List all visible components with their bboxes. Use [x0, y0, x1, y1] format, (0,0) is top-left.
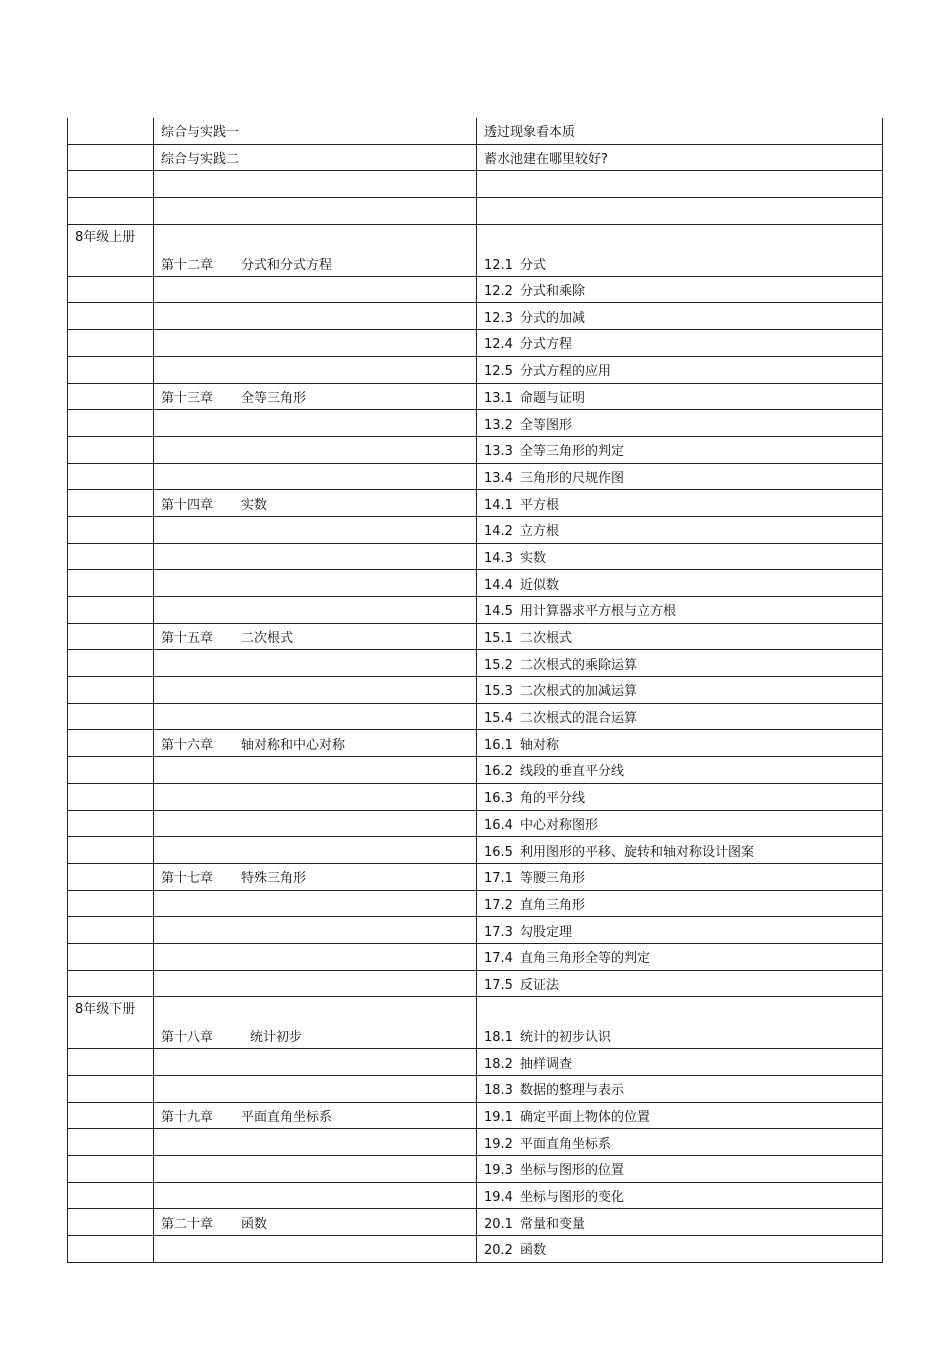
table-row — [68, 516, 883, 543]
section-number: 16.1 — [484, 737, 513, 753]
chapter-cell — [154, 1156, 477, 1183]
section-cell — [477, 144, 883, 171]
table-row — [68, 810, 883, 837]
section-cell — [477, 463, 883, 490]
chapter-cell — [154, 224, 477, 276]
chapter-cell — [154, 597, 477, 624]
section-number: 12.1 — [484, 257, 513, 273]
chapter-label: 综合与实践一 — [161, 125, 240, 141]
table-row — [68, 1129, 883, 1156]
chapter-cell — [154, 1129, 477, 1156]
chapter-cell — [154, 863, 477, 890]
section-cell — [477, 837, 883, 864]
section-title: 抽样调查 — [520, 1056, 573, 1072]
grade-cell — [68, 917, 154, 944]
section-number: 20.1 — [484, 1216, 513, 1232]
section-number: 14.2 — [484, 524, 513, 540]
grade-cell — [68, 703, 154, 730]
chapter-cell — [154, 303, 477, 330]
section-cell — [477, 623, 883, 650]
grade-cell — [68, 863, 154, 890]
table-row — [68, 543, 883, 570]
section-cell — [477, 410, 883, 437]
table-row — [68, 783, 883, 810]
section-number: 12.5 — [484, 364, 513, 380]
chapter-cell — [154, 1236, 477, 1263]
section-cell — [477, 171, 883, 198]
section-cell — [477, 330, 883, 357]
section-title: 实数 — [520, 550, 547, 566]
section-title: 平面直角坐标系 — [520, 1136, 612, 1152]
grade-label: 8年级下册 — [75, 1002, 136, 1018]
section-cell — [477, 1129, 883, 1156]
grade-cell — [68, 171, 154, 198]
section-number: 14.5 — [484, 604, 513, 620]
section-title: 线段的垂直平分线 — [520, 764, 625, 780]
table-row — [68, 677, 883, 704]
chapter-cell — [154, 703, 477, 730]
table-row — [68, 330, 883, 357]
section-cell — [477, 783, 883, 810]
chapter-title: 统计初步 — [250, 1030, 303, 1046]
chapter-number: 第十五章 — [161, 631, 214, 647]
table-row — [68, 1236, 883, 1263]
grade-cell — [68, 810, 154, 837]
chapter-title: 平面直角坐标系 — [241, 1110, 333, 1126]
table-of-contents — [67, 118, 883, 1263]
section-number: 17.1 — [484, 871, 513, 887]
chapter-number: 第十八章 — [161, 1030, 214, 1046]
section-title: 确定平面上物体的位置 — [520, 1110, 651, 1126]
table-row — [68, 118, 883, 144]
grade-cell — [68, 677, 154, 704]
table-row — [68, 623, 883, 650]
section-cell — [477, 490, 883, 517]
table-row — [68, 436, 883, 463]
chapter-title: 分式和分式方程 — [241, 257, 333, 273]
chapter-number: 第十六章 — [161, 737, 214, 753]
section-title: 直角三角形 — [520, 897, 586, 913]
grade-cell — [68, 1156, 154, 1183]
table-row — [68, 303, 883, 330]
section-cell — [477, 198, 883, 225]
section-number: 18.1 — [484, 1030, 513, 1046]
section-number: 16.2 — [484, 764, 513, 780]
section-title: 直角三角形全等的判定 — [520, 951, 651, 967]
section-cell — [477, 1102, 883, 1129]
grade-cell — [68, 783, 154, 810]
chapter-cell — [154, 1209, 477, 1236]
section-number: 15.2 — [484, 657, 513, 673]
chapter-title: 二次根式 — [241, 631, 294, 647]
section-cell — [477, 597, 883, 624]
table-row — [68, 383, 883, 410]
chapter-number: 第二十章 — [161, 1216, 214, 1232]
grade-cell — [68, 516, 154, 543]
section-title: 分式和乘除 — [520, 284, 586, 300]
table-row — [68, 1182, 883, 1209]
section-cell — [477, 543, 883, 570]
section-cell — [477, 943, 883, 970]
section-cell — [477, 970, 883, 997]
section-number: 13.3 — [484, 444, 513, 460]
section-title: 常量和变量 — [520, 1216, 586, 1232]
grade-cell — [68, 543, 154, 570]
table-row — [68, 410, 883, 437]
grade-cell — [68, 276, 154, 303]
chapter-cell — [154, 198, 477, 225]
grade-cell — [68, 1076, 154, 1103]
table-row — [68, 997, 883, 1049]
section-title: 反证法 — [520, 977, 560, 993]
chapter-cell — [154, 917, 477, 944]
section-title: 函数 — [520, 1243, 547, 1259]
chapter-cell — [154, 943, 477, 970]
table-row — [68, 198, 883, 225]
grade-cell — [68, 118, 154, 144]
section-title: 中心对称图形 — [520, 817, 599, 833]
table-row — [68, 463, 883, 490]
chapter-title: 全等三角形 — [241, 390, 307, 406]
chapter-number: 第十二章 — [161, 257, 214, 273]
section-number: 14.3 — [484, 550, 513, 566]
section-cell — [477, 356, 883, 383]
chapter-cell — [154, 490, 477, 517]
table-row — [68, 224, 883, 276]
section-cell — [477, 1156, 883, 1183]
table-row — [68, 917, 883, 944]
chapter-cell — [154, 516, 477, 543]
chapter-label: 综合与实践二 — [161, 152, 240, 168]
grade-cell — [68, 623, 154, 650]
section-title: 立方根 — [520, 524, 560, 540]
table-row — [68, 863, 883, 890]
chapter-cell — [154, 970, 477, 997]
section-title: 轴对称 — [520, 737, 560, 753]
section-cell — [477, 436, 883, 463]
section-number: 12.3 — [484, 310, 513, 326]
section-number: 17.4 — [484, 951, 513, 967]
section-title: 近似数 — [520, 577, 560, 593]
grade-cell — [68, 383, 154, 410]
table-row — [68, 276, 883, 303]
section-title: 平方根 — [520, 497, 560, 513]
section-title: 全等图形 — [520, 417, 573, 433]
section-number: 13.4 — [484, 470, 513, 486]
section-number: 17.2 — [484, 897, 513, 913]
chapter-cell — [154, 890, 477, 917]
section-cell — [477, 224, 883, 276]
grade-cell — [68, 837, 154, 864]
section-number: 14.4 — [484, 577, 513, 593]
section-title: 分式方程 — [520, 337, 573, 353]
chapter-cell — [154, 330, 477, 357]
section-cell — [477, 730, 883, 757]
table-row — [68, 1209, 883, 1236]
section-cell — [477, 303, 883, 330]
section-number: 12.2 — [484, 284, 513, 300]
section-number: 18.2 — [484, 1056, 513, 1072]
table-row — [68, 597, 883, 624]
table-row — [68, 730, 883, 757]
chapter-cell — [154, 1076, 477, 1103]
chapter-cell — [154, 997, 477, 1049]
chapter-cell — [154, 810, 477, 837]
section-cell — [477, 757, 883, 784]
grade-cell — [68, 224, 154, 276]
section-number: 13.1 — [484, 390, 513, 406]
table-row — [68, 1102, 883, 1129]
section-title: 命题与证明 — [520, 390, 586, 406]
section-title: 分式的加减 — [520, 310, 586, 326]
chapter-number: 第十九章 — [161, 1110, 214, 1126]
table-row — [68, 970, 883, 997]
grade-cell — [68, 1049, 154, 1076]
grade-cell — [68, 730, 154, 757]
grade-cell — [68, 490, 154, 517]
section-title: 数据的整理与表示 — [520, 1083, 625, 1099]
section-title: 二次根式的加减运算 — [520, 684, 638, 700]
chapter-cell — [154, 144, 477, 171]
table-row — [68, 757, 883, 784]
section-cell — [477, 917, 883, 944]
grade-cell — [68, 943, 154, 970]
section-cell — [477, 118, 883, 144]
grade-cell — [68, 436, 154, 463]
chapter-cell — [154, 463, 477, 490]
section-cell — [477, 570, 883, 597]
chapter-cell — [154, 356, 477, 383]
section-title: 二次根式的混合运算 — [520, 711, 638, 727]
section-cell — [477, 650, 883, 677]
section-title: 用计算器求平方根与立方根 — [520, 604, 677, 620]
section-number: 17.3 — [484, 924, 513, 940]
chapter-cell — [154, 783, 477, 810]
table-row — [68, 570, 883, 597]
table-row — [68, 1156, 883, 1183]
section-title: 坐标与图形的变化 — [520, 1190, 625, 1206]
chapter-cell — [154, 1182, 477, 1209]
section-cell — [477, 1049, 883, 1076]
section-number: 19.4 — [484, 1190, 513, 1206]
section-cell — [477, 677, 883, 704]
section-cell — [477, 997, 883, 1049]
chapter-cell — [154, 118, 477, 144]
grade-cell — [68, 570, 154, 597]
section-number: 13.2 — [484, 417, 513, 433]
section-number: 16.3 — [484, 791, 513, 807]
grade-cell — [68, 757, 154, 784]
section-cell — [477, 890, 883, 917]
grade-cell — [68, 356, 154, 383]
table-row — [68, 490, 883, 517]
section-number: 14.1 — [484, 497, 513, 513]
section-label: 透过现象看本质 — [484, 125, 576, 141]
chapter-cell — [154, 410, 477, 437]
grade-cell — [68, 650, 154, 677]
chapter-cell — [154, 730, 477, 757]
chapter-title: 特殊三角形 — [241, 871, 307, 887]
section-number: 20.2 — [484, 1243, 513, 1259]
section-title: 统计的初步认识 — [520, 1030, 612, 1046]
section-title: 二次根式 — [520, 631, 573, 647]
section-cell — [477, 383, 883, 410]
grade-cell — [68, 410, 154, 437]
chapter-cell — [154, 623, 477, 650]
table-row — [68, 650, 883, 677]
table-row — [68, 943, 883, 970]
grade-cell — [68, 303, 154, 330]
chapter-cell — [154, 1049, 477, 1076]
chapter-cell — [154, 837, 477, 864]
section-cell — [477, 863, 883, 890]
table-row — [68, 171, 883, 198]
section-title: 勾股定理 — [520, 924, 573, 940]
section-title: 分式方程的应用 — [520, 364, 612, 380]
grade-cell — [68, 1129, 154, 1156]
table-row — [68, 144, 883, 171]
chapter-cell — [154, 677, 477, 704]
chapter-number: 第十七章 — [161, 871, 214, 887]
section-cell — [477, 1076, 883, 1103]
section-title: 三角形的尺规作图 — [520, 470, 625, 486]
section-title: 坐标与图形的位置 — [520, 1163, 625, 1179]
section-title: 二次根式的乘除运算 — [520, 657, 638, 673]
section-number: 19.1 — [484, 1110, 513, 1126]
chapter-cell — [154, 650, 477, 677]
section-title: 全等三角形的判定 — [520, 444, 625, 460]
chapter-cell — [154, 276, 477, 303]
section-cell — [477, 810, 883, 837]
section-title: 分式 — [520, 257, 547, 273]
table-row — [68, 1076, 883, 1103]
grade-cell — [68, 1236, 154, 1263]
section-title: 角的平分线 — [520, 791, 586, 807]
chapter-cell — [154, 383, 477, 410]
section-label: 蓄水池建在哪里较好? — [484, 152, 608, 168]
table-row — [68, 703, 883, 730]
grade-cell — [68, 330, 154, 357]
section-cell — [477, 516, 883, 543]
chapter-cell — [154, 1102, 477, 1129]
section-number: 16.4 — [484, 817, 513, 833]
toc-body — [68, 118, 883, 1262]
grade-cell — [68, 970, 154, 997]
section-number: 15.4 — [484, 711, 513, 727]
grade-label: 8年级上册 — [75, 229, 136, 245]
chapter-title: 实数 — [241, 497, 268, 513]
chapter-cell — [154, 171, 477, 198]
section-number: 15.1 — [484, 631, 513, 647]
table-row — [68, 356, 883, 383]
grade-cell — [68, 1182, 154, 1209]
chapter-title: 函数 — [241, 1216, 268, 1232]
chapter-number: 第十四章 — [161, 497, 214, 513]
section-number: 19.2 — [484, 1136, 513, 1152]
section-cell — [477, 1236, 883, 1263]
section-cell — [477, 1209, 883, 1236]
section-number: 15.3 — [484, 684, 513, 700]
chapter-cell — [154, 570, 477, 597]
chapter-cell — [154, 543, 477, 570]
section-cell — [477, 1182, 883, 1209]
section-number: 17.5 — [484, 977, 513, 993]
section-number: 16.5 — [484, 844, 513, 860]
section-number: 18.3 — [484, 1083, 513, 1099]
grade-cell — [68, 890, 154, 917]
table-row — [68, 890, 883, 917]
section-number: 19.3 — [484, 1163, 513, 1179]
chapter-number: 第十三章 — [161, 390, 214, 406]
grade-cell — [68, 463, 154, 490]
grade-cell — [68, 1209, 154, 1236]
chapter-cell — [154, 436, 477, 463]
grade-cell — [68, 144, 154, 171]
chapter-title: 轴对称和中心对称 — [241, 737, 346, 753]
section-title: 等腰三角形 — [520, 871, 586, 887]
grade-cell — [68, 597, 154, 624]
grade-cell — [68, 198, 154, 225]
table-row — [68, 1049, 883, 1076]
grade-cell — [68, 1102, 154, 1129]
section-cell — [477, 703, 883, 730]
section-cell — [477, 276, 883, 303]
section-number: 12.4 — [484, 337, 513, 353]
chapter-cell — [154, 757, 477, 784]
section-title: 利用图形的平移、旋转和轴对称设计图案 — [520, 844, 755, 860]
table-row — [68, 837, 883, 864]
grade-cell — [68, 997, 154, 1049]
